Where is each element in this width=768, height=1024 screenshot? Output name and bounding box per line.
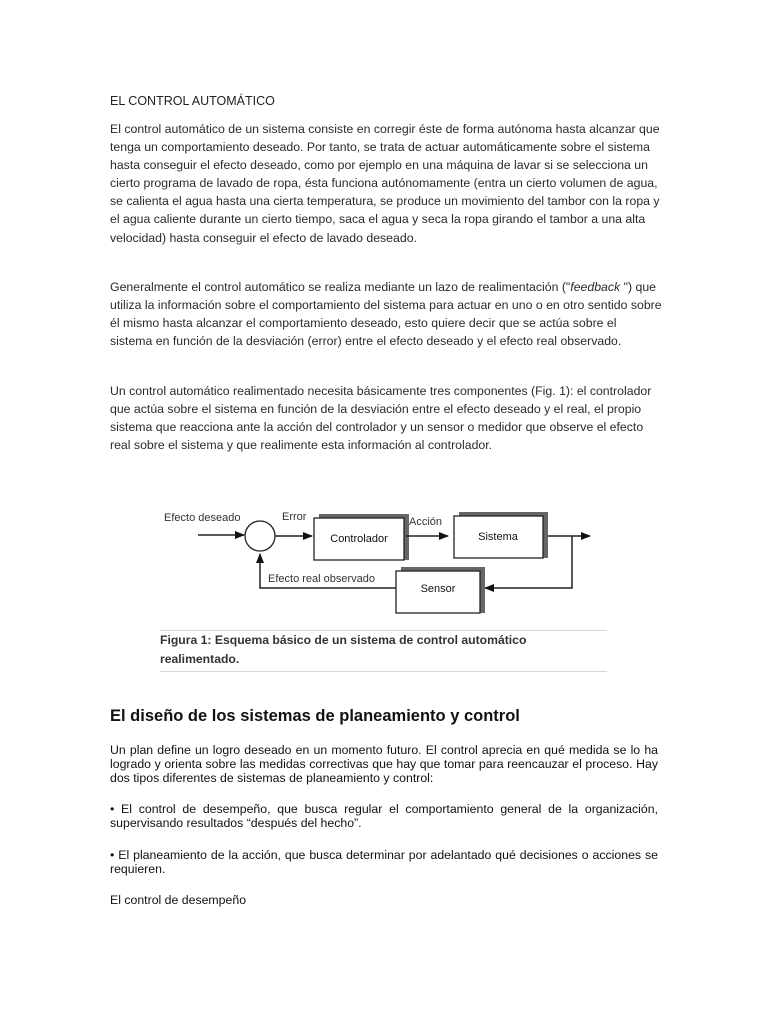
action-label: Acción	[409, 516, 443, 528]
figure-caption: Figura 1: Esquema básico de un sistema de control automático realimentado.	[160, 630, 607, 672]
summing-junction	[245, 521, 275, 551]
paragraph-components: Un control automático realimentado necesita básicamente tres componentes (Fig. 1): el controlador que actúa sobre el sistema en función de la desviación entre el efecto deseado y el real, el propio sistema que reacciona ante la acción del controlador y un sensor o medidor que observe el efecto real sobre el sistema y que realimente esta información al controlador.	[110, 384, 652, 453]
paragraph-feedback-rest: ") que utiliza la información sobre el comportamiento del sistema para actuar en uno o en otro sentido sobre él mismo hasta alcanzar el comportamiento deseado, esto quiere decir que se actúa sobre el sistema en función de la desviación (error) entre el efecto deseado y el efecto real observado.	[110, 280, 662, 349]
control-loop-diagram	[160, 500, 610, 625]
paragraph-definition: El control automático de un sistema consiste en corregir éste de forma autónoma hasta alcanzar que tenga un comportamiento deseado. Por tanto, se trata de actuar automáticamente sobre el sistema hasta conseguir el efecto deseado, como por ejemplo en una máquina de lavar si se selecciona un cierto programa de lavado de ropa, ésta funciona autónomamente (entra un cierto volumen de agua, se calienta el agua hasta una cierta temperatura, se produce un movimiento del tambor con la ropa y el agua caliente durante un cierto tiempo, saca el agua y seca la ropa girando el tambor a una alta velocidad) hasta conseguir el efecto de lavado deseado.	[110, 122, 660, 245]
error-label: Error	[282, 511, 307, 523]
paragraph-performance-control-title: El control de desempeño	[110, 893, 247, 907]
feedback-label: Efecto real observado	[268, 573, 376, 585]
feedback-term: feedback	[570, 280, 621, 294]
system-label: Sistema	[478, 531, 518, 543]
section-title: EL CONTROL AUTOMÁTICO	[110, 94, 275, 108]
section-heading: El diseño de los sistemas de planeamiento y control	[110, 707, 520, 725]
paragraph-feedback	[110, 278, 662, 350]
bullet-performance-control: • El control de desempeño, que busca regular el comportamiento general de la organización, supervisando resultados “después del hecho”.	[110, 802, 658, 830]
paragraph-feedback-start: Generalmente el control automático se realiza mediante un lazo de realimentación ("	[110, 280, 571, 294]
sensor-label: Sensor	[420, 583, 456, 595]
input-label: Efecto deseado	[164, 512, 241, 524]
controller-label: Controlador	[330, 533, 388, 545]
paragraph-plan: Un plan define un logro deseado en un momento futuro. El control aprecia en qué medida se lo ha logrado y orienta sobre las medidas correctivas que hay que tomar para reencauzar el proceso. Hay dos tipos diferentes de sistemas de planeamiento y control:	[110, 743, 658, 785]
bullet-action-planning: • El planeamiento de la acción, que busca determinar por adelantado qué decisiones o acciones se requieren.	[110, 848, 658, 876]
